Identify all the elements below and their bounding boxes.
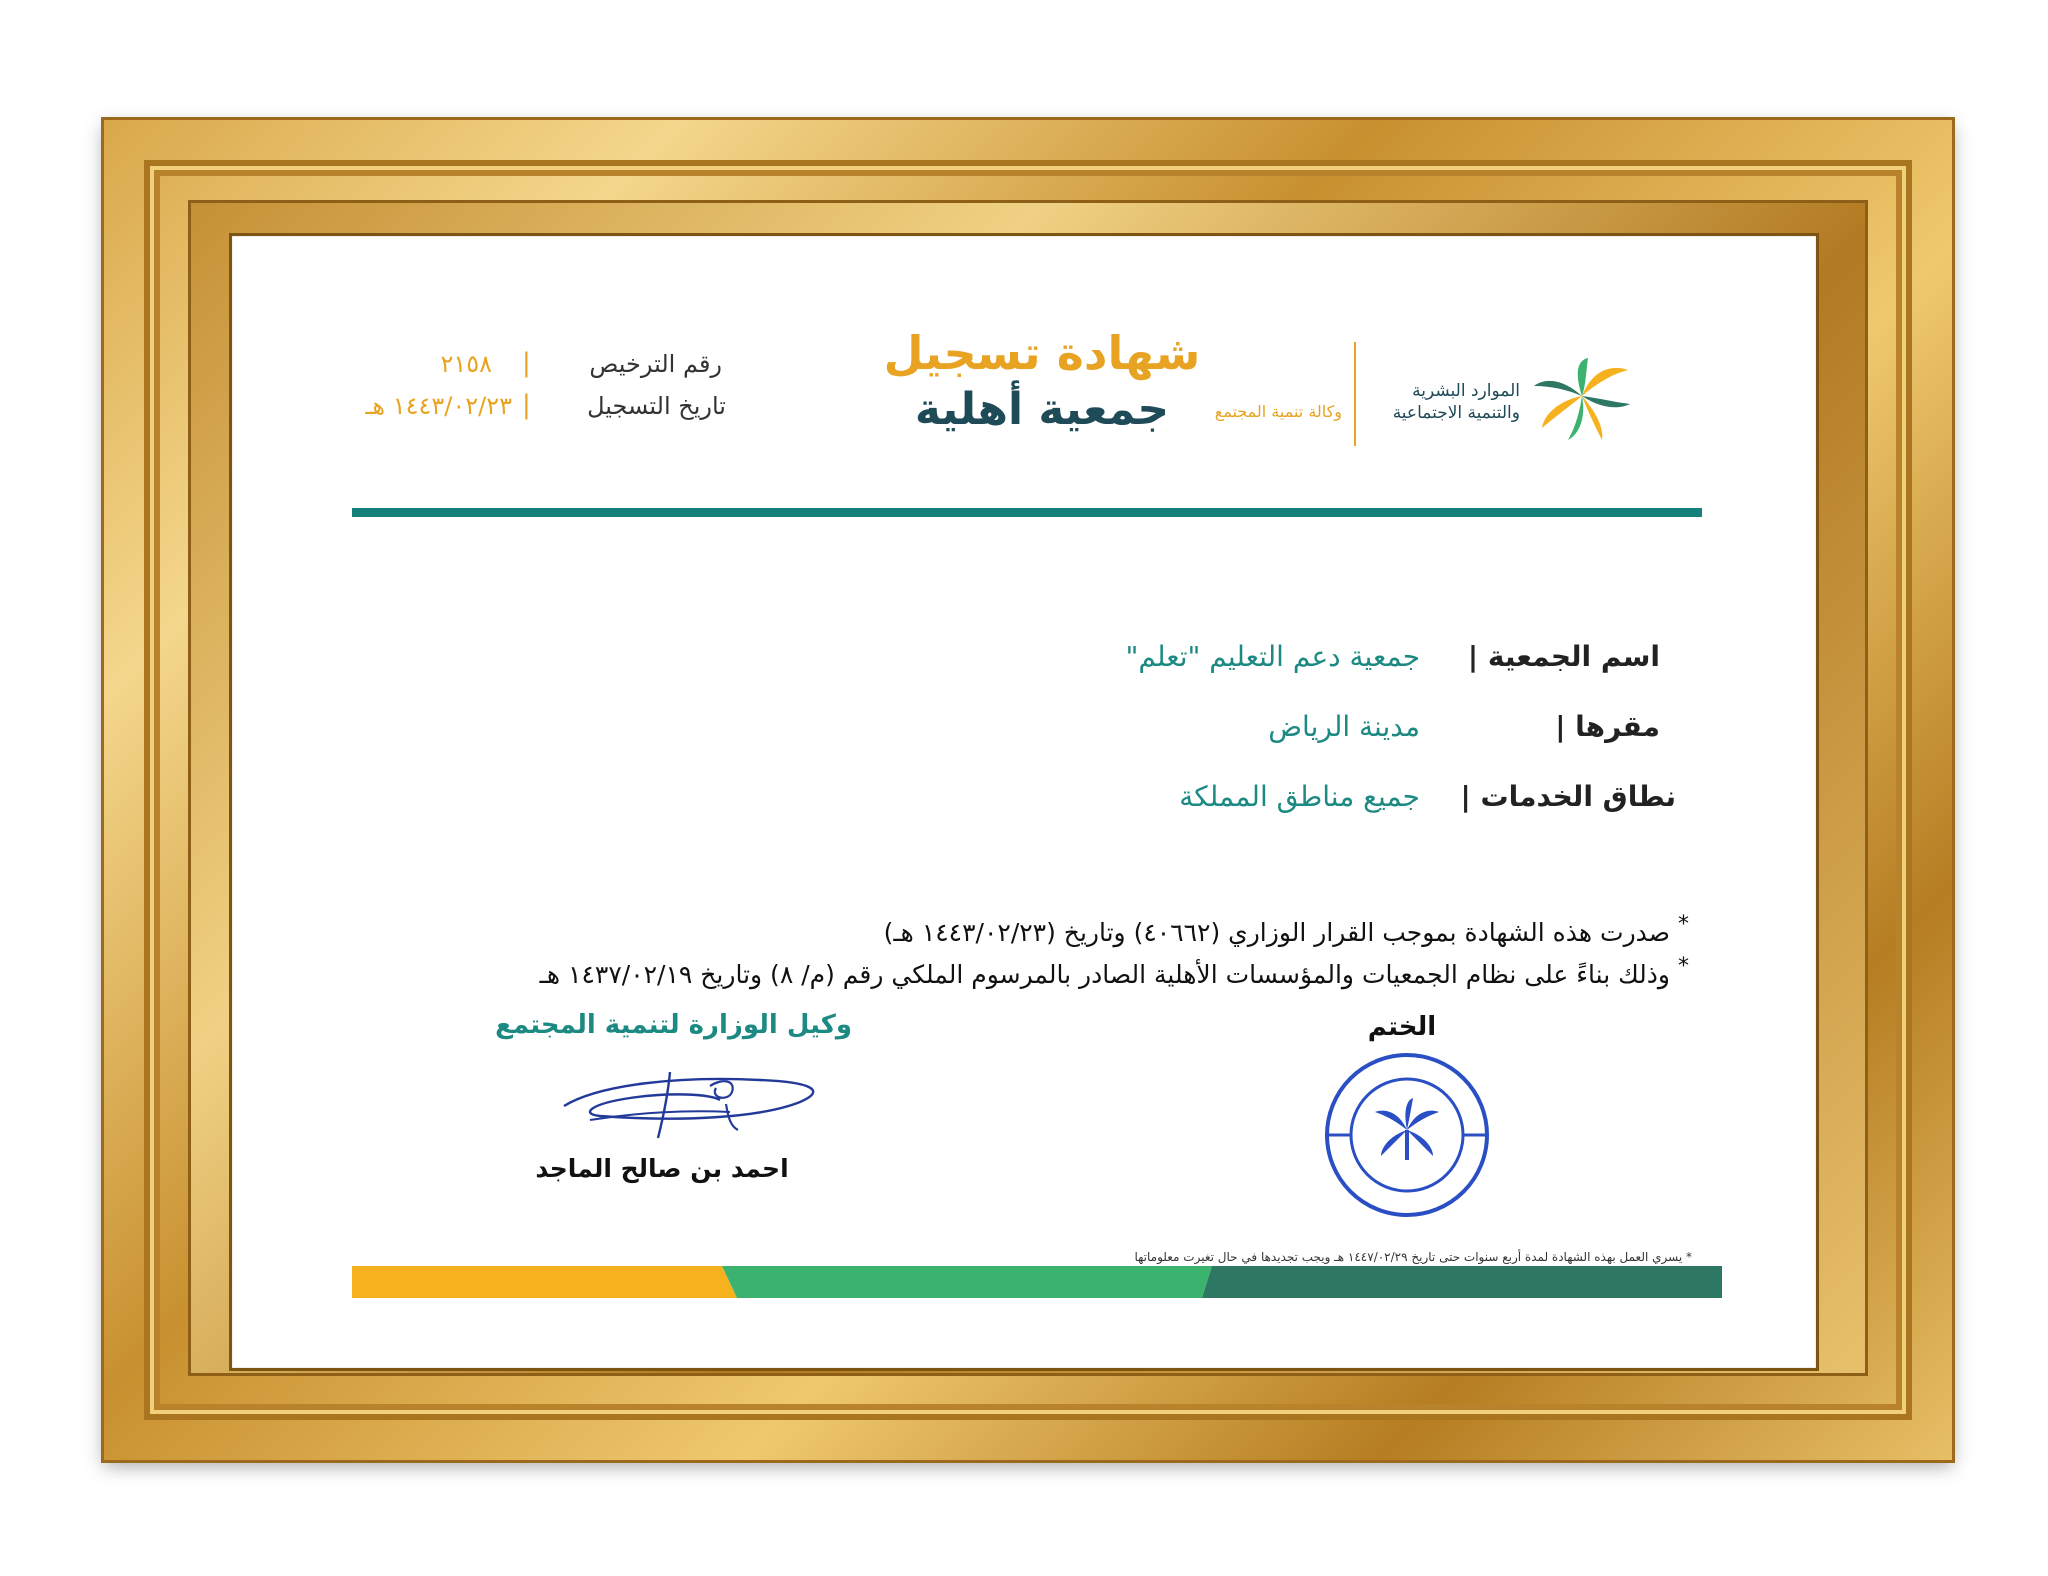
headquarters-value: مدينة الرياض	[1268, 710, 1420, 743]
validity-footnote: * يسري العمل بهذه الشهادة لمدة أربع سنوات حتى تاريخ ١٤٤٧/٠٢/٢٩ هـ ويجب تجديدها في حال تغيرت معلوماتها	[1134, 1250, 1692, 1264]
association-name-value: جمعية دعم التعليم "تعلم"	[1125, 640, 1420, 673]
footer-bar-yellow	[352, 1266, 737, 1298]
registration-date: ١٤٤٣/٠٢/٢٣ هـ	[365, 392, 512, 420]
signatory-name: احمد بن صالح الماجد	[535, 1154, 789, 1183]
footer-bar-green	[722, 1266, 1212, 1298]
signatory-role: وكيل الوزارة لتنمية المجتمع	[495, 1010, 852, 1040]
certificate-title: شهادة تسجيل	[883, 326, 1201, 380]
official-seal	[1322, 1050, 1492, 1220]
ministry-logo-icon	[1532, 358, 1632, 442]
note-2: وذلك بناءً على نظام الجمعيات والمؤسسات الأهلية الصادر بالمرسوم الملكي رقم (م/ ٨) وتاريخ ١٤٣٧/٠٢/١٩ هـ	[539, 960, 1670, 989]
footer-color-bar	[352, 1266, 1722, 1298]
ministry-name-line1: الموارد البشرية	[1412, 381, 1520, 401]
service-scope-value: جميع مناطق المملكة	[1179, 780, 1420, 813]
certificate-subtitle: جمعية أهلية	[914, 384, 1170, 435]
ministry-name-line2: والتنمية الاجتماعية	[1392, 403, 1520, 423]
registration-date-label: تاريخ التسجيل	[587, 392, 726, 420]
note-1-star: *	[1678, 912, 1689, 937]
seal-top-text	[1272, 1238, 1273, 1239]
headquarters-label: مقرها |	[1555, 710, 1660, 743]
note-1: صدرت هذه الشهادة بموجب القرار الوزاري (٤٠٦٦٢) وتاريخ (١٤٤٣/٠٢/٢٣ هـ)	[883, 918, 1670, 947]
service-scope-label: نطاق الخدمات |	[1460, 780, 1676, 813]
header-rule	[352, 508, 1702, 517]
certificate-paper	[232, 236, 1816, 1368]
seal-bottom-text	[1272, 1240, 1273, 1241]
license-separator: |	[522, 348, 531, 378]
footer-bar-dark	[1202, 1266, 1722, 1298]
handwritten-signature	[560, 1064, 830, 1148]
note-2-star: *	[1678, 954, 1689, 979]
logo-divider	[1354, 342, 1356, 446]
association-name-label: اسم الجمعية |	[1467, 640, 1660, 673]
license-label: رقم الترخيص	[589, 350, 722, 378]
seal-emblem-icon	[1322, 1050, 1492, 1220]
date-separator: |	[522, 390, 531, 420]
seal-label: الختم	[1367, 1012, 1437, 1042]
license-number: ٢١٥٨	[440, 350, 492, 378]
ministry-name	[1368, 380, 1520, 424]
agency-name: وكالة تنمية المجتمع	[1214, 402, 1342, 421]
